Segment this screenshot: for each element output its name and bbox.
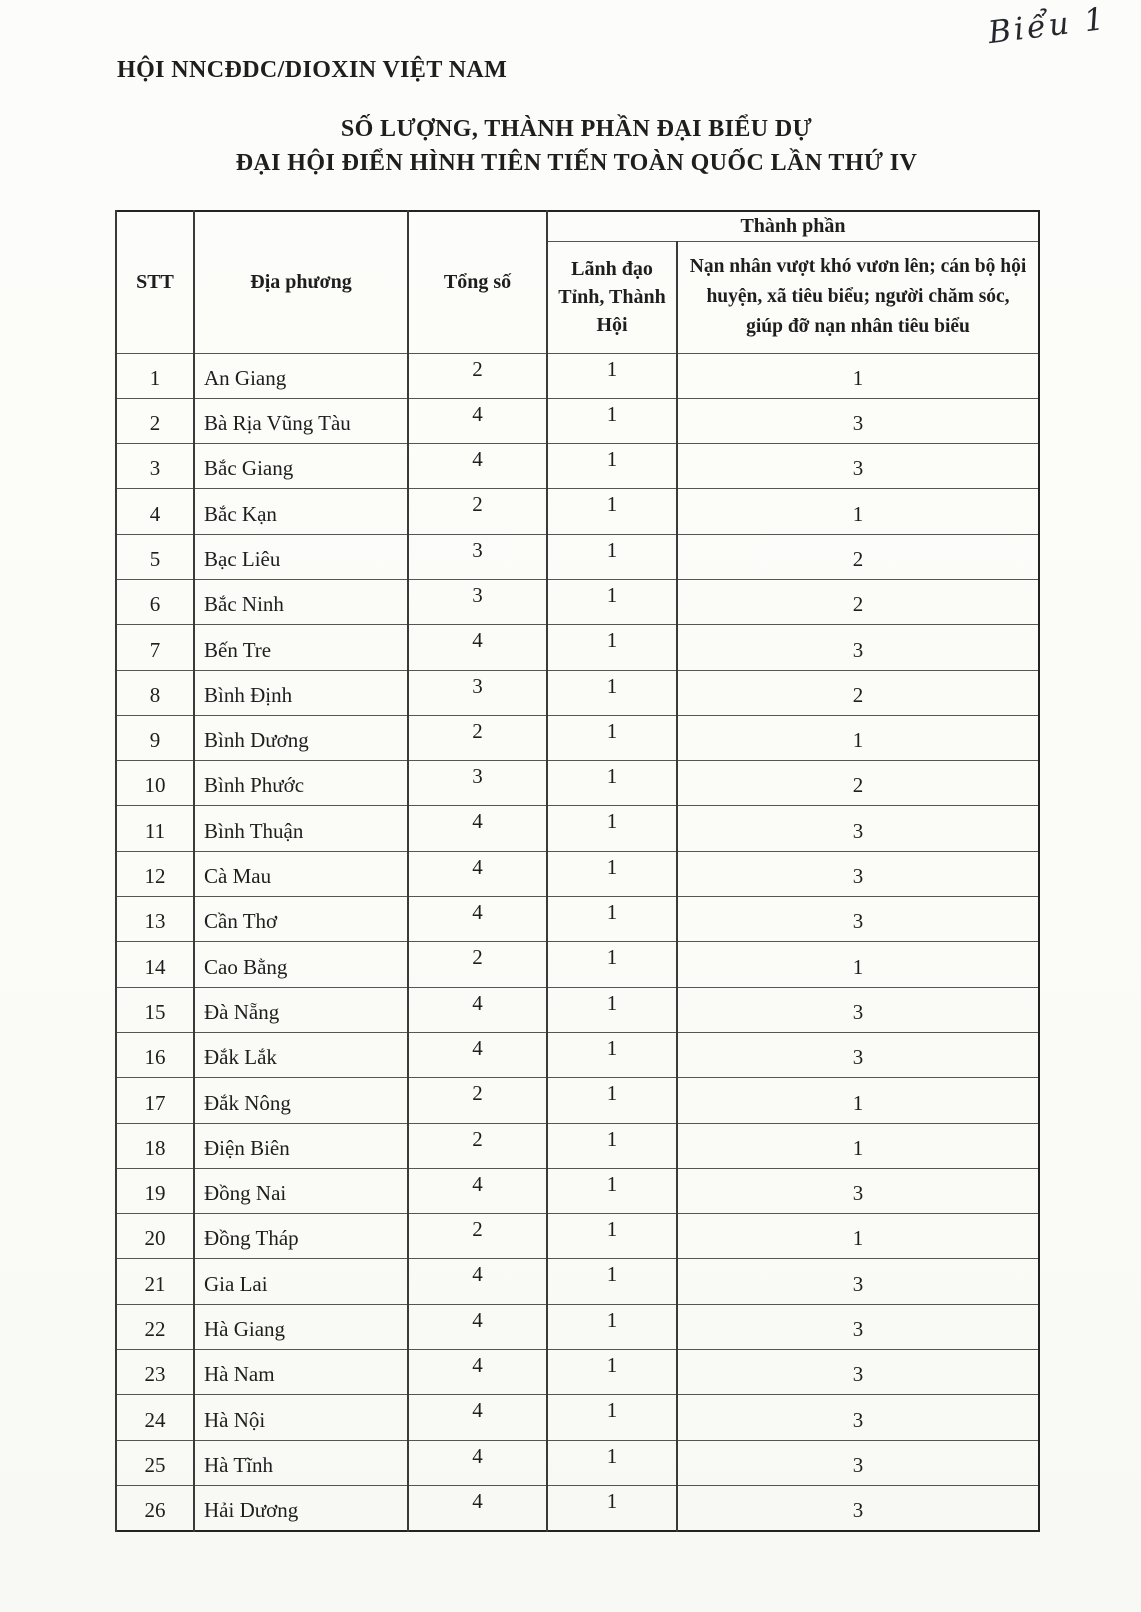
cell-dia-phuong: Bình Thuận <box>194 806 408 851</box>
table-row <box>116 353 1039 398</box>
cell-nan-nhan: 3 <box>677 444 1039 489</box>
cell-stt: 11 <box>116 806 194 851</box>
cell-dia-phuong: Bến Tre <box>194 625 408 670</box>
cell-dia-phuong: Đắk Nông <box>194 1078 408 1123</box>
cell-lanh-dao: 1 <box>547 1078 677 1123</box>
cell-lanh-dao: 1 <box>547 987 677 1032</box>
document-title <box>115 112 1038 180</box>
table-row <box>116 579 1039 624</box>
cell-nan-nhan: 3 <box>677 897 1039 942</box>
cell-dia-phuong: Bắc Giang <box>194 444 408 489</box>
cell-lanh-dao: 1 <box>547 1259 677 1304</box>
cell-nan-nhan: 1 <box>677 715 1039 760</box>
cell-stt: 12 <box>116 851 194 896</box>
cell-tong-so: 4 <box>408 398 547 443</box>
cell-dia-phuong: Hà Nam <box>194 1350 408 1395</box>
cell-tong-so: 4 <box>408 1485 547 1530</box>
cell-tong-so: 3 <box>408 579 547 624</box>
table-row <box>116 1168 1039 1213</box>
cell-nan-nhan: 1 <box>677 1078 1039 1123</box>
handwritten-annotation: Biểu 1 <box>986 0 1110 52</box>
cell-tong-so: 2 <box>408 489 547 534</box>
cell-dia-phuong: An Giang <box>194 353 408 398</box>
header-tong-so: Tổng số <box>408 211 547 353</box>
cell-nan-nhan: 3 <box>677 1259 1039 1304</box>
header-dia-phuong: Địa phương <box>194 211 408 353</box>
header-nan-nhan: Nạn nhân vượt khó vươn lên; cán bộ hội huyện, xã tiêu biểu; người chăm sóc, giúp đỡ nạn nhân tiêu biểu <box>677 241 1039 353</box>
cell-lanh-dao: 1 <box>547 1214 677 1259</box>
cell-stt: 10 <box>116 761 194 806</box>
cell-dia-phuong: Hà Giang <box>194 1304 408 1349</box>
cell-tong-so: 3 <box>408 534 547 579</box>
cell-dia-phuong: Đồng Tháp <box>194 1214 408 1259</box>
table-row <box>116 761 1039 806</box>
cell-lanh-dao: 1 <box>547 398 677 443</box>
cell-stt: 22 <box>116 1304 194 1349</box>
cell-stt: 16 <box>116 1032 194 1077</box>
table-row <box>116 942 1039 987</box>
cell-lanh-dao: 1 <box>547 761 677 806</box>
cell-tong-so: 2 <box>408 942 547 987</box>
cell-stt: 18 <box>116 1123 194 1168</box>
cell-tong-so: 3 <box>408 761 547 806</box>
cell-tong-so: 2 <box>408 1214 547 1259</box>
cell-dia-phuong: Hà Nội <box>194 1395 408 1440</box>
cell-tong-so: 4 <box>408 897 547 942</box>
cell-lanh-dao: 1 <box>547 1485 677 1530</box>
cell-nan-nhan: 2 <box>677 670 1039 715</box>
table-row <box>116 1214 1039 1259</box>
cell-dia-phuong: Đà Nẵng <box>194 987 408 1032</box>
cell-stt: 6 <box>116 579 194 624</box>
cell-stt: 2 <box>116 398 194 443</box>
cell-nan-nhan: 2 <box>677 579 1039 624</box>
cell-nan-nhan: 3 <box>677 1032 1039 1077</box>
cell-stt: 5 <box>116 534 194 579</box>
cell-nan-nhan: 3 <box>677 987 1039 1032</box>
cell-stt: 23 <box>116 1350 194 1395</box>
table-row <box>116 1078 1039 1123</box>
cell-stt: 24 <box>116 1395 194 1440</box>
cell-lanh-dao: 1 <box>547 1032 677 1077</box>
organization-name: HỘI NNCĐDC/DIOXIN VIỆT NAM <box>117 57 508 83</box>
cell-nan-nhan: 2 <box>677 534 1039 579</box>
cell-tong-so: 4 <box>408 1395 547 1440</box>
cell-nan-nhan: 3 <box>677 1304 1039 1349</box>
header-stt: STT <box>116 211 194 353</box>
cell-tong-so: 4 <box>408 1032 547 1077</box>
cell-stt: 1 <box>116 353 194 398</box>
table-row <box>116 670 1039 715</box>
cell-dia-phuong: Đồng Nai <box>194 1168 408 1213</box>
cell-stt: 13 <box>116 897 194 942</box>
table-row <box>116 1032 1039 1077</box>
cell-dia-phuong: Cần Thơ <box>194 897 408 942</box>
header-thanh-phan: Thành phần <box>547 211 1039 241</box>
cell-tong-so: 4 <box>408 444 547 489</box>
cell-tong-so: 4 <box>408 1168 547 1213</box>
cell-nan-nhan: 3 <box>677 1395 1039 1440</box>
cell-dia-phuong: Bình Phước <box>194 761 408 806</box>
cell-dia-phuong: Bà Rịa Vũng Tàu <box>194 398 408 443</box>
cell-tong-so: 2 <box>408 1078 547 1123</box>
cell-dia-phuong: Bình Định <box>194 670 408 715</box>
cell-nan-nhan: 3 <box>677 398 1039 443</box>
cell-nan-nhan: 3 <box>677 851 1039 896</box>
cell-stt: 25 <box>116 1440 194 1485</box>
cell-tong-so: 2 <box>408 715 547 760</box>
table-row <box>116 1259 1039 1304</box>
cell-tong-so: 2 <box>408 1123 547 1168</box>
cell-stt: 21 <box>116 1259 194 1304</box>
table-row <box>116 1350 1039 1395</box>
cell-tong-so: 4 <box>408 851 547 896</box>
table-row <box>116 987 1039 1032</box>
cell-tong-so: 4 <box>408 625 547 670</box>
table-header <box>116 211 1039 353</box>
cell-dia-phuong: Bạc Liêu <box>194 534 408 579</box>
cell-tong-so: 3 <box>408 670 547 715</box>
cell-dia-phuong: Gia Lai <box>194 1259 408 1304</box>
cell-tong-so: 4 <box>408 1350 547 1395</box>
cell-dia-phuong: Điện Biên <box>194 1123 408 1168</box>
cell-stt: 4 <box>116 489 194 534</box>
cell-nan-nhan: 3 <box>677 1440 1039 1485</box>
cell-tong-so: 4 <box>408 987 547 1032</box>
cell-stt: 9 <box>116 715 194 760</box>
cell-nan-nhan: 3 <box>677 625 1039 670</box>
cell-dia-phuong: Bắc Kạn <box>194 489 408 534</box>
cell-nan-nhan: 3 <box>677 806 1039 851</box>
cell-lanh-dao: 1 <box>547 1304 677 1349</box>
cell-lanh-dao: 1 <box>547 806 677 851</box>
cell-nan-nhan: 1 <box>677 489 1039 534</box>
table-row <box>116 1123 1039 1168</box>
cell-stt: 26 <box>116 1485 194 1530</box>
cell-nan-nhan: 3 <box>677 1485 1039 1530</box>
cell-lanh-dao: 1 <box>547 489 677 534</box>
cell-stt: 19 <box>116 1168 194 1213</box>
cell-lanh-dao: 1 <box>547 1440 677 1485</box>
cell-nan-nhan: 1 <box>677 942 1039 987</box>
cell-stt: 7 <box>116 625 194 670</box>
cell-nan-nhan: 3 <box>677 1168 1039 1213</box>
cell-dia-phuong: Bắc Ninh <box>194 579 408 624</box>
table-row <box>116 1440 1039 1485</box>
cell-lanh-dao: 1 <box>547 1350 677 1395</box>
cell-dia-phuong: Cao Bằng <box>194 942 408 987</box>
cell-nan-nhan: 1 <box>677 1123 1039 1168</box>
cell-dia-phuong: Hải Dương <box>194 1485 408 1530</box>
cell-lanh-dao: 1 <box>547 1123 677 1168</box>
cell-stt: 20 <box>116 1214 194 1259</box>
cell-stt: 3 <box>116 444 194 489</box>
table-row <box>116 715 1039 760</box>
cell-dia-phuong: Hà Tĩnh <box>194 1440 408 1485</box>
cell-stt: 14 <box>116 942 194 987</box>
cell-stt: 8 <box>116 670 194 715</box>
cell-tong-so: 4 <box>408 1259 547 1304</box>
table-row <box>116 897 1039 942</box>
table-row <box>116 534 1039 579</box>
cell-lanh-dao: 1 <box>547 942 677 987</box>
table-row <box>116 398 1039 443</box>
cell-nan-nhan: 1 <box>677 1214 1039 1259</box>
cell-tong-so: 4 <box>408 806 547 851</box>
table-row <box>116 444 1039 489</box>
table-row <box>116 1395 1039 1440</box>
cell-stt: 17 <box>116 1078 194 1123</box>
table-row <box>116 806 1039 851</box>
cell-tong-so: 4 <box>408 1440 547 1485</box>
cell-stt: 15 <box>116 987 194 1032</box>
cell-lanh-dao: 1 <box>547 534 677 579</box>
cell-dia-phuong: Bình Dương <box>194 715 408 760</box>
header-row-top <box>116 211 1039 241</box>
table-row <box>116 851 1039 896</box>
cell-lanh-dao: 1 <box>547 715 677 760</box>
cell-dia-phuong: Cà Mau <box>194 851 408 896</box>
cell-lanh-dao: 1 <box>547 444 677 489</box>
header-lanh-dao: Lãnh đạo Tỉnh, Thành Hội <box>547 241 677 353</box>
cell-nan-nhan: 1 <box>677 353 1039 398</box>
cell-tong-so: 2 <box>408 353 547 398</box>
table-row <box>116 1485 1039 1530</box>
cell-lanh-dao: 1 <box>547 1168 677 1213</box>
table-row <box>116 1304 1039 1349</box>
delegates-table <box>115 210 1040 1532</box>
table-body <box>116 353 1039 1531</box>
cell-dia-phuong: Đắk Lắk <box>194 1032 408 1077</box>
title-line-2: ĐẠI HỘI ĐIỂN HÌNH TIÊN TIẾN TOÀN QUỐC LẦN THỨ IV <box>235 150 918 176</box>
cell-lanh-dao: 1 <box>547 670 677 715</box>
cell-lanh-dao: 1 <box>547 851 677 896</box>
cell-nan-nhan: 3 <box>677 1350 1039 1395</box>
cell-lanh-dao: 1 <box>547 897 677 942</box>
cell-lanh-dao: 1 <box>547 625 677 670</box>
table-row <box>116 489 1039 534</box>
cell-lanh-dao: 1 <box>547 579 677 624</box>
cell-tong-so: 4 <box>408 1304 547 1349</box>
table-row <box>116 625 1039 670</box>
cell-lanh-dao: 1 <box>547 353 677 398</box>
cell-nan-nhan: 2 <box>677 761 1039 806</box>
title-line-1: SỐ LƯỢNG, THÀNH PHẦN ĐẠI BIỂU DỰ <box>340 116 813 142</box>
cell-lanh-dao: 1 <box>547 1395 677 1440</box>
